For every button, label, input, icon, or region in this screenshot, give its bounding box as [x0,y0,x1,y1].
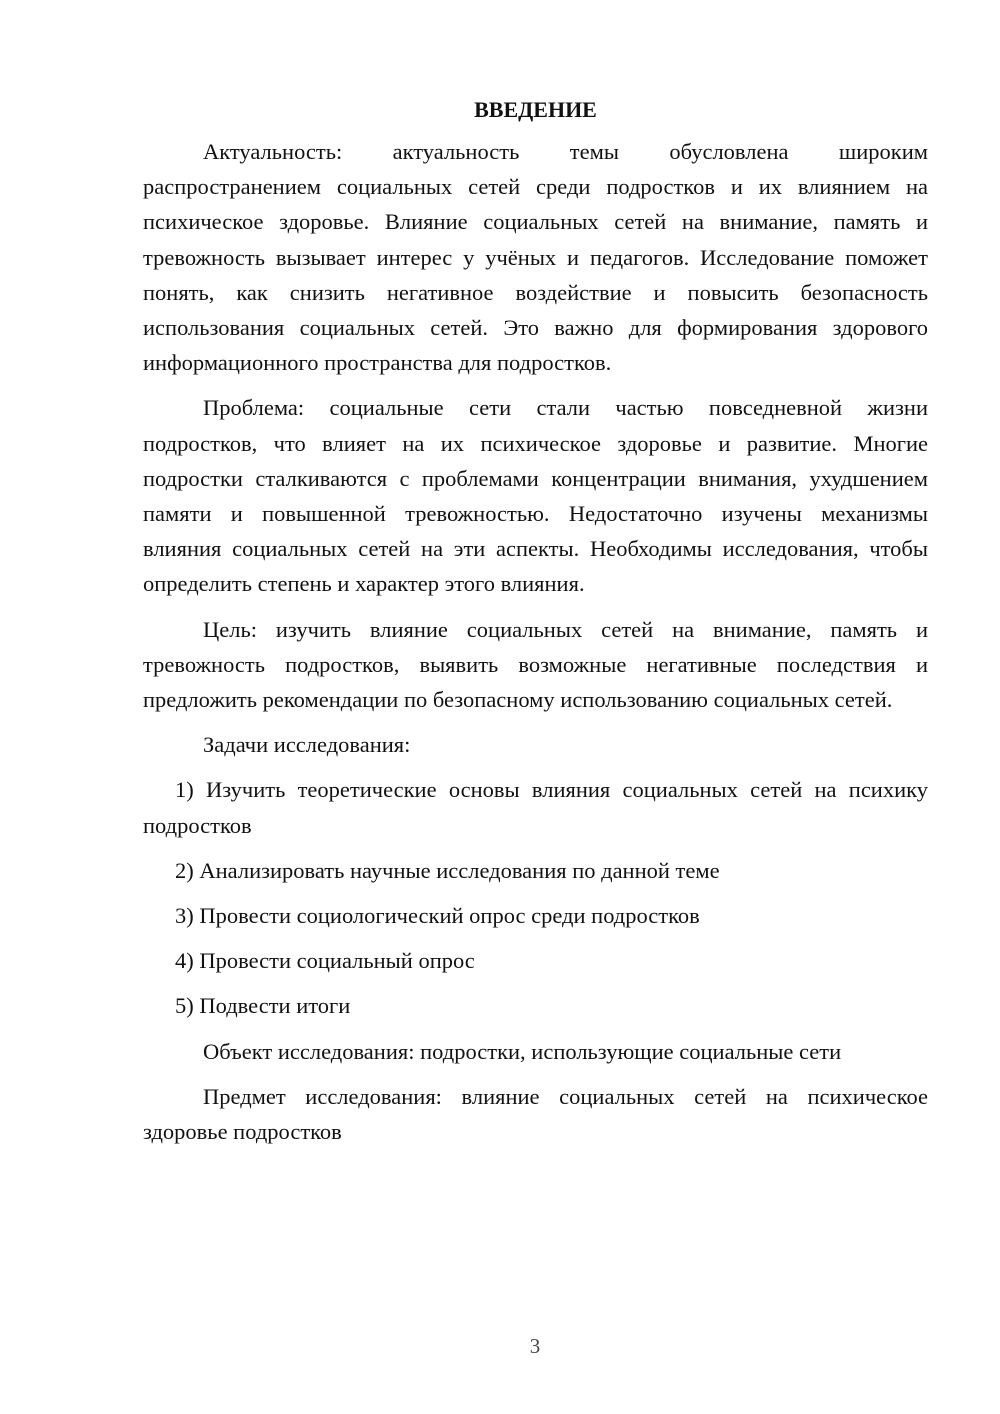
task-item-4: 4) Провести социальный опрос [175,948,475,974]
section-heading: ВВЕДЕНИЕ [474,97,597,122]
task-item-2: 2) Анализировать научные исследования по данной теме [175,857,720,883]
task-item-1: 1) Изучить теоретические основы влияния социальных сетей на психику подростков [143,777,928,838]
paragraph-goal: Цель: изучить влияние социальных сетей на внимание, память и тревожность подростков, выявить возможные негативные последствия и предложить рекомендации по безопасному использованию социальных сетей. [143,616,928,713]
paragraph-relevance: Актуальность: актуальность темы обусловлена широким распространением социальных сетей среди подростков и их влиянием на психическое здоровье. Влияние социальных сетей на внимание, память и тревожность вызывает интерес у учёных и педагогов. Исследование поможет понять, как снизить негативное воздействие и повысить безопасность использования социальных сетей. Это важно для формирования здорового информационного пространства для подростков. [143,139,928,376]
task-item-3: 3) Провести социологический опрос среди подростков [175,903,700,929]
paragraph-subject: Предмет исследования: влияние социальных сетей на психическое здоровье подростков [143,1083,928,1145]
paragraph-tasks-intro: Задачи исследования: [203,732,411,758]
document-page [143,92,928,1159]
page-number: 3 [529,1334,541,1358]
paragraph-problem: Проблема: социальные сети стали частью повседневной жизни подростков, что влияет на их психическое здоровье и развитие. Многие подростки сталкиваются с проблемами концентрации внимания, ухудшением памяти и повышенной тревожностью. Недостаточно изучены механизмы влияния социальных сетей на эти аспекты. Необходимы исследования, чтобы определить степень и характер этого влияния. [143,395,928,597]
paragraph-object: Объект исследования: подростки, использующие социальные сети [203,1038,842,1064]
task-item-5: 5) Подвести итоги [175,993,351,1019]
